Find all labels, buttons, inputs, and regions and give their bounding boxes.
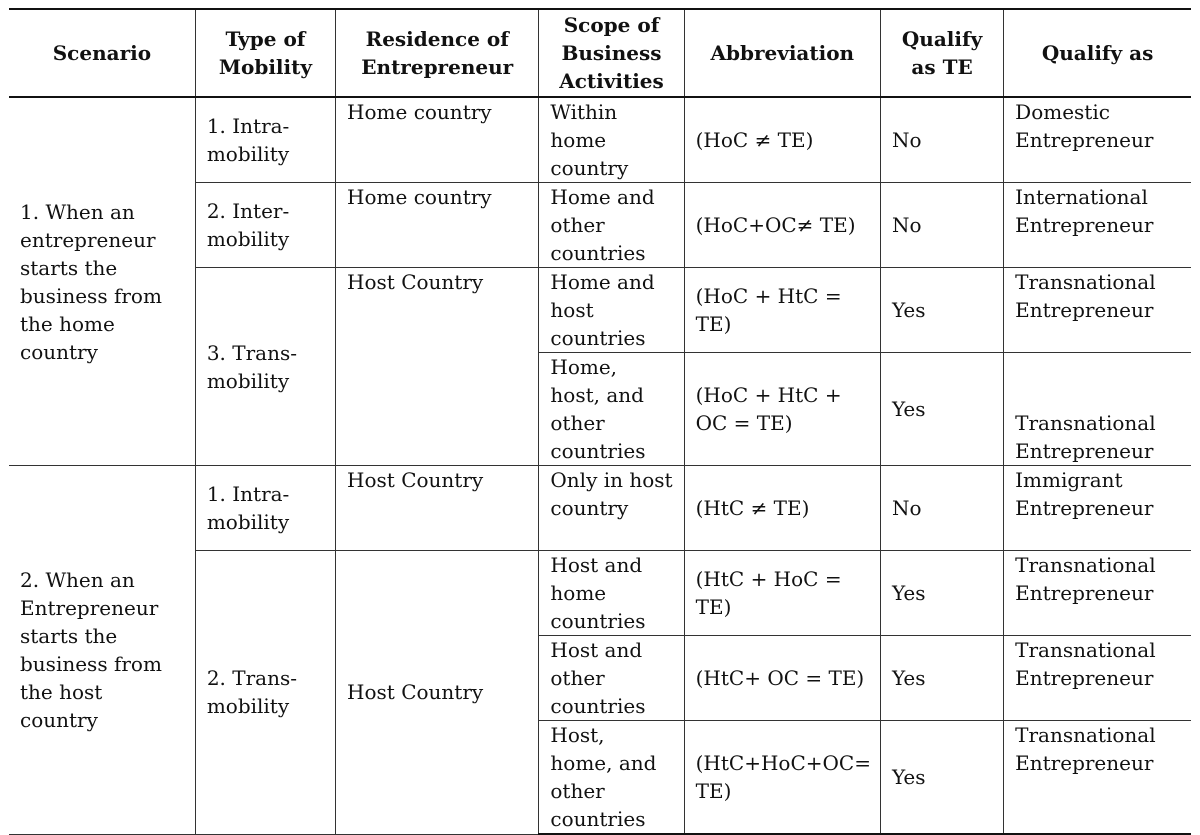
scope-cell: Home and other countries <box>539 183 684 268</box>
residence-cell: Host Country <box>336 466 539 551</box>
header-qualify-as: Qualify as <box>1004 9 1191 97</box>
qualify-cell: Yes <box>880 721 1003 835</box>
scope-cell: Host and other countries <box>539 636 684 721</box>
residence-cell: Host Country <box>336 268 539 466</box>
residence-cell: Home country <box>336 97 539 183</box>
qualify-as-cell: Domestic Entrepreneur <box>1004 97 1191 183</box>
header-scope: Scope of Business Activities <box>539 9 684 97</box>
qualify-as-cell: Transnational Entrepreneur <box>1004 551 1191 636</box>
mobility-cell: 2. Trans-mobility <box>195 551 335 835</box>
scenario-cell: 2. When an Entrepreneur starts the business from the host country <box>9 466 195 835</box>
header-scenario: Scenario <box>9 9 195 97</box>
qualify-cell: Yes <box>880 353 1003 466</box>
mobility-cell: 2. Inter-mobility <box>195 183 335 268</box>
qualify-cell: No <box>880 97 1003 183</box>
mobility-cell: 1. Intra-mobility <box>195 466 335 551</box>
abbreviation-cell: (HoC ≠ TE) <box>684 97 880 183</box>
abbreviation-cell: (HtC+HoC+OC= TE) <box>684 721 880 835</box>
abbreviation-cell: (HtC+ OC = TE) <box>684 636 880 721</box>
header-residence: Residence of Entrepreneur <box>336 9 539 97</box>
abbreviation-cell: (HoC+OC≠ TE) <box>684 183 880 268</box>
scenario-cell: 1. When an entrepreneur starts the business from the home country <box>9 97 195 466</box>
table-row <box>9 97 1191 183</box>
abbreviation-cell: (HtC + HoC = TE) <box>684 551 880 636</box>
qualify-cell: Yes <box>880 636 1003 721</box>
table-row <box>9 466 1191 551</box>
qualify-as-cell: Transnational Entrepreneur <box>1004 721 1191 835</box>
abbreviation-cell: (HtC ≠ TE) <box>684 466 880 551</box>
header-row <box>9 9 1191 97</box>
qualify-as-cell: Transnational Entrepreneur <box>1004 268 1191 353</box>
residence-cell: Home country <box>336 183 539 268</box>
scope-cell: Home, host, and other countries <box>539 353 684 466</box>
scope-cell: Home and host countries <box>539 268 684 353</box>
header-type-of-mobility: Type of Mobility <box>195 9 335 97</box>
scope-cell: Host and home countries <box>539 551 684 636</box>
residence-cell: Host Country <box>336 551 539 835</box>
qualify-as-cell: Transnational Entrepreneur <box>1004 353 1191 466</box>
scope-cell: Only in host country <box>539 466 684 551</box>
header-abbreviation: Abbreviation <box>684 9 880 97</box>
scope-cell: Within home country <box>539 97 684 183</box>
qualify-cell: No <box>880 183 1003 268</box>
qualify-cell: Yes <box>880 551 1003 636</box>
qualify-as-cell: Transnational Entrepreneur <box>1004 636 1191 721</box>
mobility-cell: 1. Intra-mobility <box>195 97 335 183</box>
qualify-as-cell: Immigrant Entrepreneur <box>1004 466 1191 551</box>
qualify-as-cell: International Entrepreneur <box>1004 183 1191 268</box>
qualify-cell: No <box>880 466 1003 551</box>
scope-cell: Host, home, and other countries <box>539 721 684 835</box>
qualify-cell: Yes <box>880 268 1003 353</box>
abbreviation-cell: (HoC + HtC + OC = TE) <box>684 353 880 466</box>
mobility-classification-table <box>9 8 1191 835</box>
header-qualify-te: Qualify as TE <box>880 9 1003 97</box>
mobility-cell: 3. Trans-mobility <box>195 268 335 466</box>
abbreviation-cell: (HoC + HtC = TE) <box>684 268 880 353</box>
